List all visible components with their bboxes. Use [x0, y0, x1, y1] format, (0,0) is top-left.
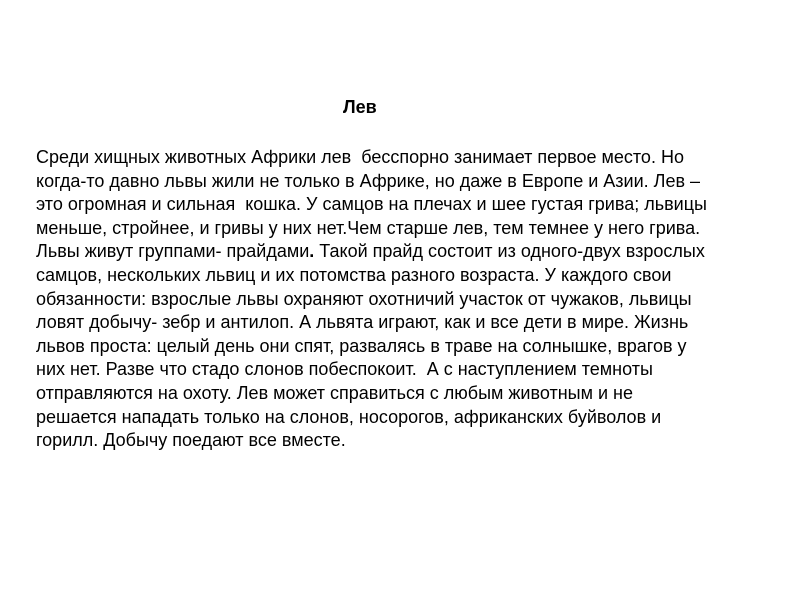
text-line: самцов, нескольких львиц и их потомства разного возраста. У каждого свои — [36, 264, 672, 285]
text-segment: Такой прайд состоит из одного-двух взрослых — [319, 241, 705, 262]
text-line: львов проста: целый день они спят, развалясь в траве на солнышке, врагов у — [36, 335, 687, 356]
text-line: них нет. Разве что стадо слонов побеспокоит. А с наступлением темноты — [36, 359, 653, 380]
text-line: когда-то давно львы жили не только в Африке, но даже в Европе и Азии. Лев – — [36, 170, 701, 191]
text-segment-separator: . — [309, 241, 320, 262]
text-line — [36, 240, 796, 264]
text-line: отправляются на охоту. Лев может справиться с любым животным и не — [36, 382, 633, 403]
text-segment: Львы живут группами- прайдами — [36, 241, 310, 262]
text-line: меньше, стройнее, и гривы у них нет.Чем старше лев, тем темнее у него грива. — [36, 217, 701, 238]
text-line: обязанности: взрослые львы охраняют охотничий участок от чужаков, львицы — [36, 288, 692, 309]
body-paragraph — [36, 146, 796, 453]
text-line: ловят добычу- зебр и антилоп. А львята играют, как и все дети в мире. Жизнь — [36, 312, 689, 333]
text-line: это огромная и сильная кошка. У самцов на плечах и шее густая грива; львицы — [36, 194, 707, 215]
text-line: решается нападать только на слонов, носорогов, африканских буйволов и — [36, 406, 662, 427]
text-line: Среди хищных животных Африки лев бесспорно занимает первое место. Но — [36, 147, 684, 167]
page-title: Лев — [343, 97, 377, 117]
text-line: горилл. Добычу поедают все вместе. — [36, 430, 346, 451]
